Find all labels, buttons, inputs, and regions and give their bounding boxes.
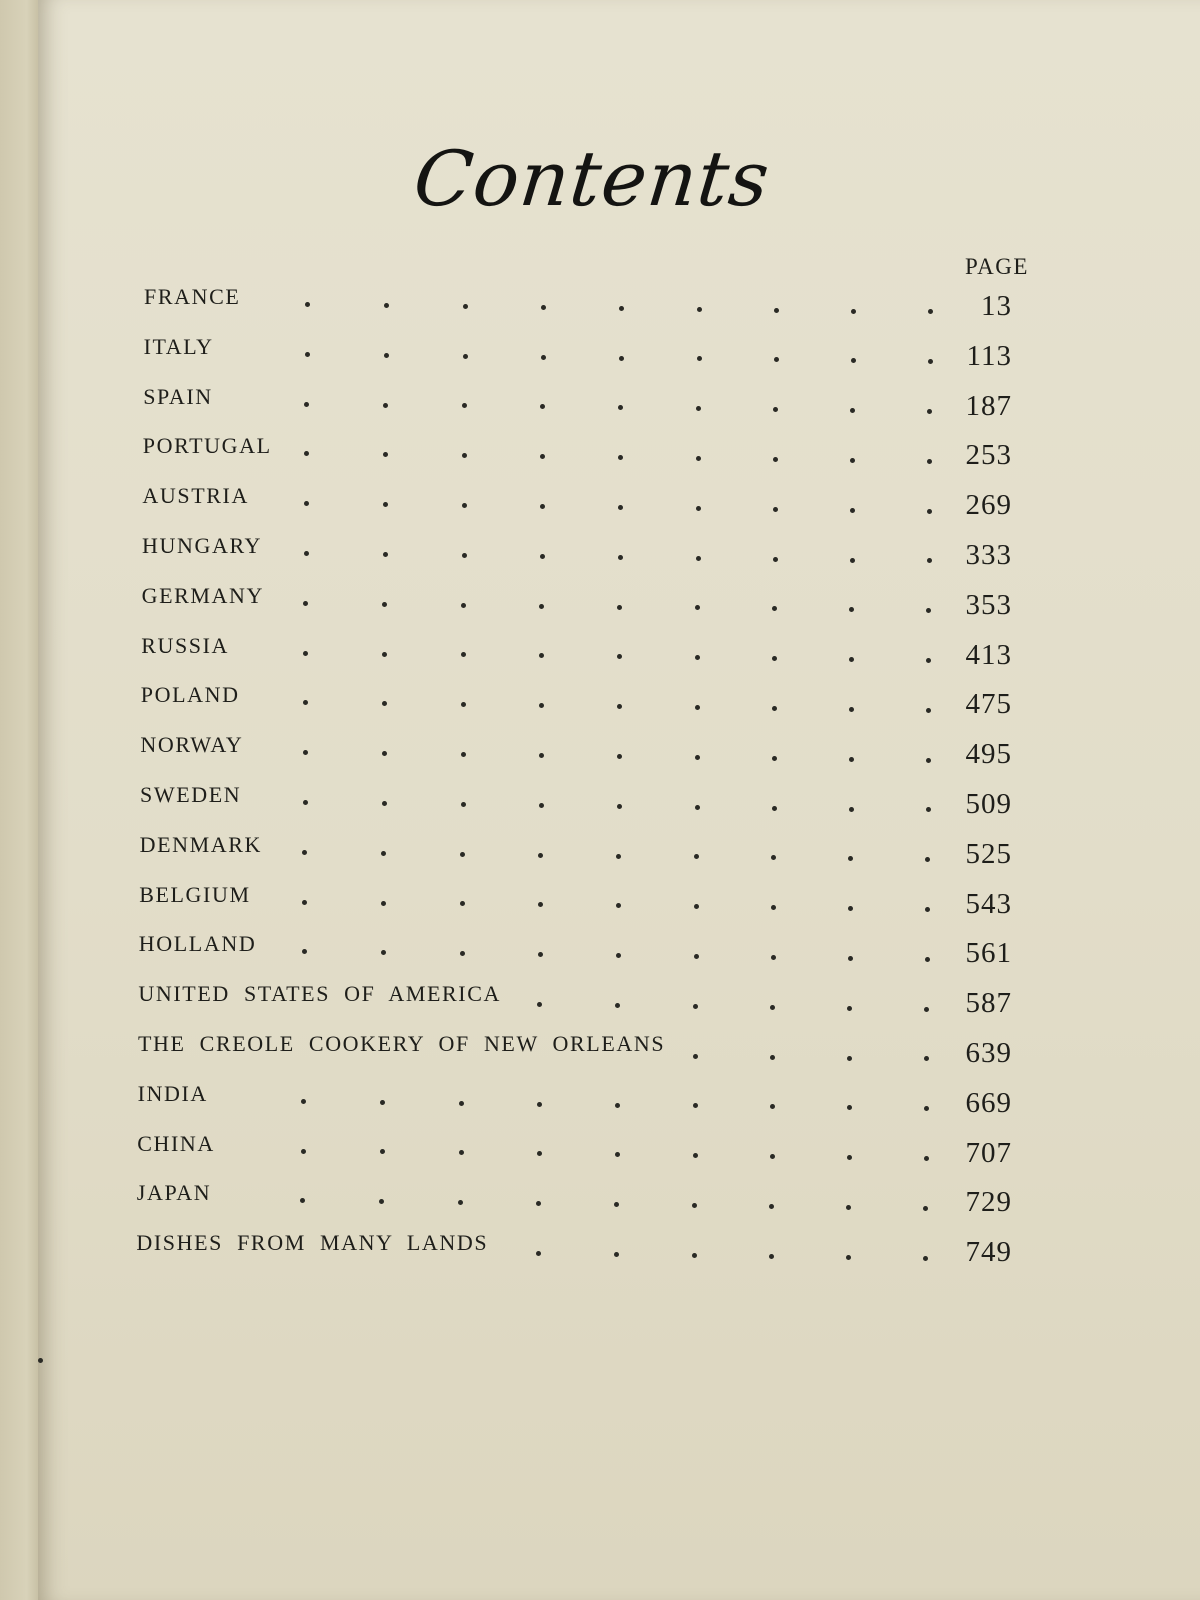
leader-dot [540, 454, 545, 459]
leader-dot [540, 554, 545, 559]
leader-dot [692, 1253, 697, 1258]
leader-dot [303, 601, 308, 606]
leader-dot [382, 652, 387, 657]
leader-dot [383, 552, 388, 557]
leader-dot [925, 907, 930, 912]
toc-entry [143, 433, 1012, 473]
leader-dot [301, 1149, 306, 1154]
leader-dot [769, 1204, 774, 1209]
leader-dot [923, 1256, 928, 1261]
leader-dot [539, 803, 544, 808]
leader-dot [928, 309, 933, 314]
toc-entry-page-number: 475 [965, 688, 1012, 721]
leader-dot [617, 754, 622, 759]
leader-dot [770, 1154, 775, 1159]
toc-entry [140, 832, 1012, 872]
leader-dot [382, 701, 387, 706]
toc-entry-name: SWEDEN [140, 782, 242, 807]
toc-entry-page-number: 749 [965, 1236, 1012, 1269]
leader-dot [539, 653, 544, 658]
leader-dot [926, 658, 931, 663]
leader-dot [851, 358, 856, 363]
leader-dot [379, 1199, 384, 1204]
leader-dot [696, 406, 701, 411]
toc-entry [138, 981, 1012, 1021]
leader-dot [771, 855, 776, 860]
toc-entry-page-number: 353 [965, 588, 1012, 621]
leader-dot [540, 504, 545, 509]
leader-dot [926, 758, 931, 763]
leader-dot [462, 403, 467, 408]
leader-dot [302, 900, 307, 905]
leader-dot [924, 1106, 929, 1111]
leader-dot [927, 409, 932, 414]
leader-dot [539, 753, 544, 758]
leader-dot [459, 1150, 464, 1155]
toc-entry-name: UNITED STATES OF AMERICA [138, 981, 501, 1007]
leader-dot [773, 407, 778, 412]
leader-dot [697, 307, 702, 312]
leader-dot [771, 955, 776, 960]
leader-dot [774, 357, 779, 362]
leader-dot [696, 456, 701, 461]
toc-entry [139, 882, 1012, 922]
toc-entry-page-number: 587 [965, 987, 1012, 1020]
leader-dot [926, 708, 931, 713]
leader-dot [614, 1252, 619, 1257]
leader-dot [460, 901, 465, 906]
leader-dot [693, 1103, 698, 1108]
leader-dot [381, 901, 386, 906]
toc-entry-name: ITALY [143, 333, 214, 359]
leader-dot [849, 807, 854, 812]
leader-dot [304, 451, 309, 456]
toc-entry-name: AUSTRIA [142, 483, 249, 509]
leader-dot [614, 1202, 619, 1207]
leader-dot [384, 353, 389, 358]
page-title: Contents [409, 134, 775, 223]
leader-dot [541, 305, 546, 310]
toc-entry-name: THE CREOLE COOKERY OF NEW ORLEANS [138, 1031, 666, 1056]
toc-entry-page-number: 413 [965, 638, 1012, 671]
leader-dot [846, 1205, 851, 1210]
toc-entry-name: NORWAY [140, 732, 244, 758]
toc-entry [144, 284, 1012, 324]
leader-dot [849, 707, 854, 712]
leader-dot [617, 605, 622, 610]
leader-dot [617, 804, 622, 809]
toc-entry-name: HUNGARY [142, 533, 262, 558]
leader-dot [928, 359, 933, 364]
leader-dot [303, 651, 308, 656]
leader-dot [770, 1005, 775, 1010]
leader-dot [923, 1206, 928, 1211]
leader-dot [305, 302, 310, 307]
leader-dot [695, 655, 700, 660]
leader-dot [772, 706, 777, 711]
toc-entry-name: HOLLAND [138, 931, 257, 957]
leader-dot [924, 1056, 929, 1061]
leader-dot [537, 1151, 542, 1156]
toc-entry-name: DENMARK [139, 831, 263, 857]
leader-dot [616, 854, 621, 859]
leader-dot [618, 555, 623, 560]
leader-dot [304, 402, 309, 407]
leader-dot [541, 355, 546, 360]
leader-dot [924, 1007, 929, 1012]
leader-dot [770, 1055, 775, 1060]
leader-dot [536, 1251, 541, 1256]
leader-dot [616, 953, 621, 958]
toc-entry-name: SPAIN [143, 383, 213, 409]
toc-entry-page-number: 509 [965, 788, 1012, 820]
leader-dot [384, 303, 389, 308]
leader-dot [458, 1200, 463, 1205]
toc-entry [138, 1081, 1012, 1121]
leader-dot [618, 505, 623, 510]
leader-dot [462, 453, 467, 458]
leader-dot [695, 605, 700, 610]
toc-entry [140, 732, 1012, 772]
leader-dot [848, 856, 853, 861]
leader-dot [925, 857, 930, 862]
leader-dot [615, 1103, 620, 1108]
leader-dot [539, 604, 544, 609]
leader-dot [694, 854, 699, 859]
toc-entry-name: CHINA [137, 1130, 215, 1156]
toc-entry [144, 334, 1012, 374]
leader-dot [460, 852, 465, 857]
leader-dot [462, 503, 467, 508]
toc-entry [143, 384, 1012, 424]
leader-dot [773, 457, 778, 462]
leader-dot [304, 501, 309, 506]
leader-dot [538, 952, 543, 957]
leader-dot [693, 1153, 698, 1158]
toc-entry [140, 782, 1012, 822]
leader-dot [927, 509, 932, 514]
toc-entry [139, 931, 1012, 971]
leader-dot [847, 1006, 852, 1011]
leader-dot [697, 356, 702, 361]
leader-dot [696, 556, 701, 561]
leader-dot [925, 957, 930, 962]
toc-entry [142, 533, 1012, 573]
toc-entry-page-number: 113 [966, 339, 1012, 372]
leader-dot [539, 703, 544, 708]
toc-entry [138, 1031, 1012, 1071]
leader-dot [538, 853, 543, 858]
leader-dot [381, 851, 386, 856]
leader-dot [772, 756, 777, 761]
toc-entry [141, 682, 1012, 722]
page-speck [38, 1358, 43, 1363]
leader-dot [303, 750, 308, 755]
toc-entry-page-number: 639 [965, 1037, 1012, 1069]
leader-dot [537, 1002, 542, 1007]
leader-dot [615, 1003, 620, 1008]
leader-dot [462, 553, 467, 558]
leader-dot [461, 752, 466, 757]
leader-dot [461, 802, 466, 807]
toc-entry-name: JAPAN [136, 1180, 212, 1206]
leader-dot [302, 949, 307, 954]
leader-dot [927, 459, 932, 464]
leader-dot [383, 403, 388, 408]
toc-entry-page-number: 187 [965, 389, 1012, 422]
leader-dot [695, 755, 700, 760]
leader-dot [301, 1099, 306, 1104]
leader-dot [772, 806, 777, 811]
toc-entry-page-number: 707 [965, 1136, 1012, 1169]
leader-dot [303, 800, 308, 805]
toc-entry-name: POLAND [140, 682, 240, 708]
toc-entry-page-number: 253 [965, 439, 1012, 472]
leader-dot [847, 1105, 852, 1110]
toc-entry-page-number: 495 [965, 738, 1012, 771]
leader-dot [302, 850, 307, 855]
leader-dot [540, 404, 545, 409]
toc-entry-page-number: 13 [981, 290, 1012, 322]
leader-dot [536, 1201, 541, 1206]
toc-entry-page-number: 543 [965, 887, 1012, 920]
toc-entry-name: PORTUGAL [142, 433, 272, 459]
leader-dot [303, 700, 308, 705]
leader-dot [383, 502, 388, 507]
toc-entry [136, 1230, 1012, 1270]
leader-dot [695, 705, 700, 710]
leader-dot [772, 656, 777, 661]
leader-dot [616, 903, 621, 908]
toc-entry [141, 633, 1012, 673]
toc-entry [137, 1131, 1012, 1171]
leader-dot [381, 950, 386, 955]
leader-dot [849, 757, 854, 762]
leader-dot [382, 801, 387, 806]
toc-entry-page-number: 333 [965, 539, 1012, 571]
leader-dot [696, 506, 701, 511]
toc-entry-page-number: 525 [965, 837, 1012, 870]
leader-dot [537, 1102, 542, 1107]
leader-dot [772, 606, 777, 611]
leader-dot [849, 607, 854, 612]
leader-dot [619, 356, 624, 361]
leader-dot [617, 704, 622, 709]
leader-dot [383, 452, 388, 457]
leader-dot [927, 558, 932, 563]
leader-dot [538, 902, 543, 907]
leader-dot [380, 1149, 385, 1154]
toc-entry-page-number: 269 [965, 489, 1012, 522]
leader-dot [774, 308, 779, 313]
toc-entry-name: DISHES FROM MANY LANDS [136, 1230, 489, 1256]
leader-dot [769, 1254, 774, 1259]
leader-dot [773, 507, 778, 512]
toc-entry-page-number: 669 [965, 1086, 1012, 1119]
leader-dot [850, 458, 855, 463]
toc-entry-page-number: 561 [965, 937, 1012, 970]
leader-dot [849, 657, 854, 662]
toc-entry-name: RUSSIA [141, 632, 230, 658]
leader-dot [850, 558, 855, 563]
leader-dot [848, 956, 853, 961]
leader-dot [693, 1004, 698, 1009]
toc-entry-page-number: 729 [965, 1186, 1012, 1219]
leader-dot [382, 602, 387, 607]
toc-entry [142, 583, 1012, 623]
page-column-label: PAGE [965, 254, 1029, 279]
leader-dot [304, 551, 309, 556]
leader-dot [615, 1152, 620, 1157]
leader-dot [851, 309, 856, 314]
leader-dot [770, 1104, 775, 1109]
leader-dot [619, 306, 624, 311]
leader-dot [846, 1255, 851, 1260]
leader-dot [694, 954, 699, 959]
leader-dot [693, 1054, 698, 1059]
leader-dot [847, 1056, 852, 1061]
leader-dot [694, 904, 699, 909]
leader-dot [382, 751, 387, 756]
leader-dot [463, 304, 468, 309]
toc-entry [142, 483, 1012, 523]
leader-dot [926, 807, 931, 812]
toc-entry-name: BELGIUM [139, 881, 251, 907]
leader-dot [461, 652, 466, 657]
leader-dot [618, 405, 623, 410]
leader-dot [924, 1156, 929, 1161]
leader-dot [926, 608, 931, 613]
toc-entry-name: FRANCE [144, 284, 241, 309]
leader-dot [380, 1100, 385, 1105]
leader-dot [847, 1155, 852, 1160]
leader-dot [461, 603, 466, 608]
leader-dot [850, 408, 855, 413]
leader-dot [773, 557, 778, 562]
toc-entry-name: GERMANY [141, 582, 265, 608]
leader-dot [618, 455, 623, 460]
leader-dot [692, 1203, 697, 1208]
leader-dot [460, 951, 465, 956]
leader-dot [300, 1198, 305, 1203]
leader-dot [695, 805, 700, 810]
leader-dot [461, 702, 466, 707]
leader-dot [305, 352, 310, 357]
leader-dot [463, 354, 468, 359]
leader-dot [617, 654, 622, 659]
toc-entry [137, 1180, 1012, 1220]
leader-dot [848, 906, 853, 911]
toc-entry-name: INDIA [137, 1080, 208, 1106]
leader-dot [771, 905, 776, 910]
leader-dot [459, 1101, 464, 1106]
leader-dot [850, 508, 855, 513]
